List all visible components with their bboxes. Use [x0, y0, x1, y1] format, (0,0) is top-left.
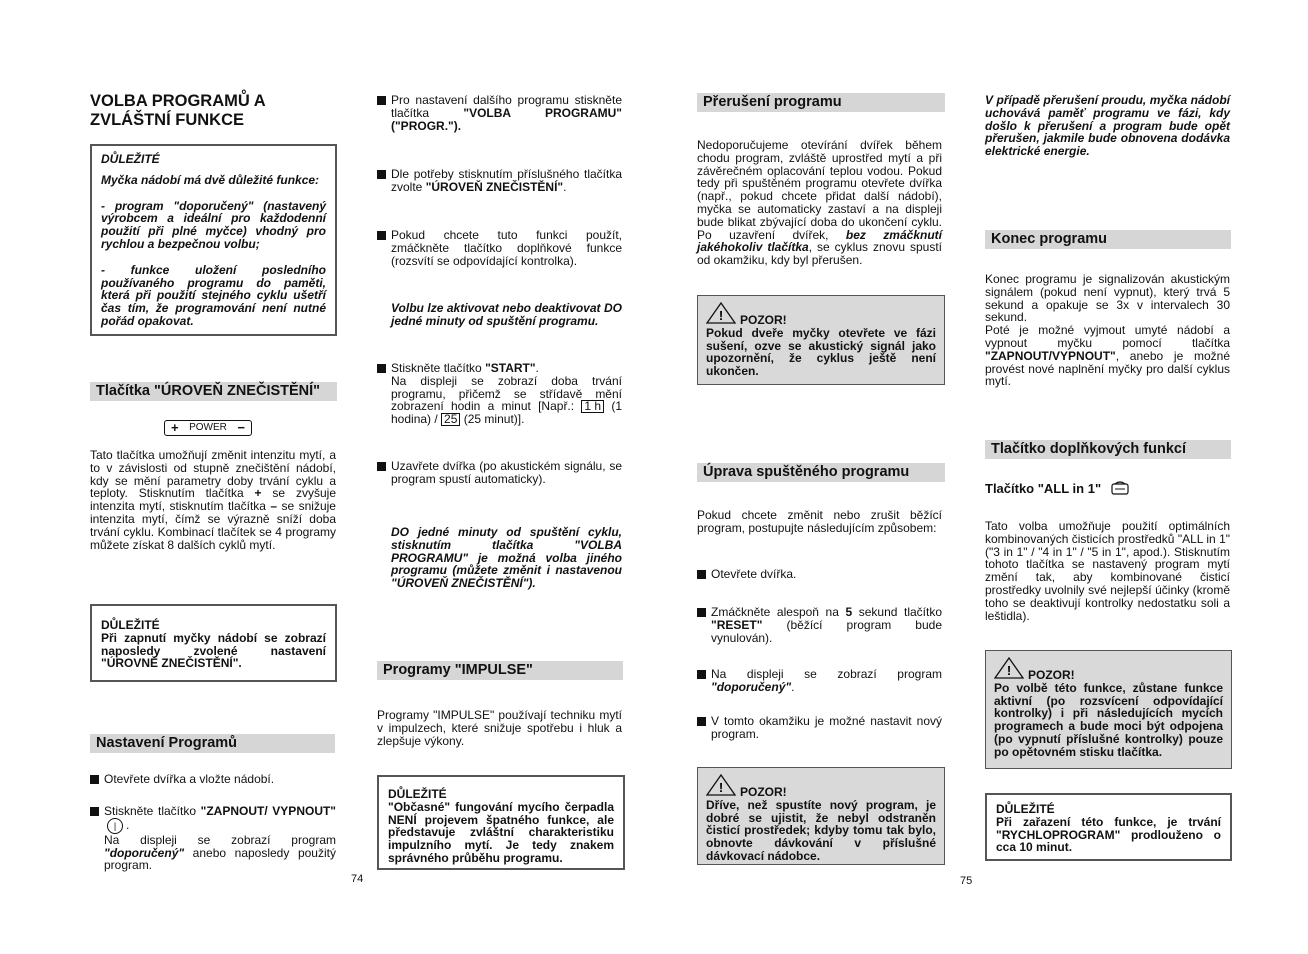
- important-text: "Občasné" fungování mycího čerpadla NENÍ projevem špatného funkce, ale představuje zvláštní charakteristiku impulzního mytí. Je tedy znakem správného průběhu programu.: [388, 799, 614, 865]
- important-text: Myčka nádobí má dvě důležité funkce:: [101, 172, 320, 187]
- important-heading: DŮLEŽITÉ: [101, 152, 160, 166]
- section-heading-program-setting: Nastavení Programů: [90, 734, 335, 753]
- important-text: Při zapnutí myčky nádobí se zobrazí naposledy zvolené nastavení "ÚROVNĚ ZNEČISTĚNÍ".: [101, 630, 326, 671]
- important-box-last-setting: [90, 604, 337, 682]
- section-heading-extra: Tlačítko doplňkových funkcí: [985, 440, 1231, 459]
- warning-heading: POZOR!: [740, 313, 787, 327]
- important-heading: DŮLEŽITÉ: [101, 618, 160, 632]
- body-text: Tato volba umožňuje použití optimálních kombinovaných čisticích prostředků "ALL in 1" ("3 in 1" / "4 in 1" / "5 in 1", apod.). Stisknutím tohoto tlačítka se nastavený program mytí změní tak, aby kombinované čisticí prostředky uvolnily své nejlepší účinky (kromě toho se deaktivují kontrolky nedostatku soli a leštidla).: [985, 519, 1230, 623]
- body-text: Nedoporučujeme otevírání dvířek během chodu program, zvláště uprostřed mytí a při závěrečném oplacování teplou vodou. Pokud tedy při spuštěném programu otevřete dvířka (např., pokud chcete přidat další nádobí), myčka se automaticky zastaví a na displeji bude blikat zbývající doba do ukončení cyklu. Po uzavření dvířek, bez zmáčknutí jakéhokoliv tlačítka, se cyklus znovu spustí od okamžiku, kdy byl přerušen.: [697, 138, 942, 268]
- section-heading-modify: Úprava spuštěného programu: [697, 463, 945, 482]
- list-item: Na displeji se zobrazí program "doporučený".: [697, 668, 942, 694]
- important-text: - program "doporučený" (nastavený výrobcem a ideální pro každodenní použití při plné myčce) vhodný pro rychlou a bezpečnou volbu;: [101, 198, 326, 251]
- list-item: Pro nastavení dalšího programu stiskněte tlačítka "VOLBA PROGRAMU" ("PROGR.").: [377, 94, 622, 132]
- section-heading-soil-level: Tlačítka "ÚROVEŇ ZNEČISTĚNÍ": [90, 382, 337, 401]
- section-heading-interrupt: Přerušení programu: [697, 93, 945, 112]
- list-item: Dle potřeby stisknutím příslušného tlačítka zvolte "ÚROVEŇ ZNEČISTĚNÍ".: [377, 168, 622, 194]
- all-in-1-icon: [1111, 481, 1129, 498]
- subheading-all-in-1: Tlačítko "ALL in 1": [985, 481, 1129, 498]
- warning-box-all-in-1: [985, 650, 1232, 769]
- important-text: - funkce uložení posledního používaného programu do paměti, která při použití stejného cyklu ušetří čas tím, že programování není nutné pořád opakovat.: [101, 262, 326, 328]
- note-text: DO jedné minuty od spuštění cyklu, stisknutím tlačítka "VOLBA PROGRAMU" je možná volba jiného programu (můžete změnit i nastavenou "ÚROVEŇ ZNEČISTĚNÍ").: [391, 525, 622, 591]
- important-box-functions: [90, 144, 337, 336]
- note-text: V případě přerušení proudu, myčka nádobí uchovává paměť programu ve fázi, kdy došlo k přerušení a program bude opět přerušen, jakmile bude obnovena dodávka elektrické energie.: [985, 93, 1230, 159]
- list-item: Stiskněte tlačítko "ZAPNOUT/ VYPNOUT" | . Na displeji se zobrazí program "doporučený" anebo naposledy použitý program.: [90, 805, 336, 872]
- section-heading-impulse: Programy "IMPULSE": [377, 661, 623, 680]
- warning-triangle-icon: [706, 302, 736, 327]
- list-item: Otevřete dvířka.: [697, 568, 942, 581]
- warning-text: Po volbě této funkce, zůstane funkce aktivní (po rozsvícení odpovídající kontrolky) i při následujících mycích programech a bude moci být odpojena (po vypnutí příslušné kontrolky) pouze po opětovném stisku tlačítka.: [994, 680, 1223, 759]
- display-minutes-box: 25: [441, 413, 460, 426]
- section-heading-end: Konec programu: [985, 230, 1231, 249]
- note-text: Volbu lze aktivovat nebo deaktivovat DO jedné minuty od spuštění programu.: [391, 301, 622, 328]
- warning-heading: POZOR!: [1028, 668, 1075, 682]
- page-number: 74: [351, 873, 364, 885]
- body-text: Tato tlačítka umožňují změnit intenzitu mytí, a to v závislosti od stupně znečištění nádobí, kdy se mění parametry doby trvání cyklu a teploty. Stisknutím tlačítka + se zvyšuje intenzita mytí, stisknutím tlačítka – se snižuje intenzita mytí, čímž se výrazně sníží doba trvání cyklu. Kombinací tlačítek se 4 programy můžete získat 8 dalších cyklů mytí.: [90, 448, 337, 552]
- list-item: V tomto okamžiku je možné nastavit nový program.: [697, 715, 942, 741]
- page-title: VOLBA PROGRAMŮ A ZVLÁŠTNÍ FUNKCE: [90, 92, 266, 129]
- body-text: Konec programu je signalizován akustickým signálem (pokud není vypnut), který trvá 5 sekund a opakuje se 3x v intervalech 30 sekund. Poté je možné vyjmout umyté nádobí a vypnout myčku pomocí tlačítka "ZAPNOUT/VYPNOUT", anebo je možné provést nové naplnění myčky pro další cyklus mytí.: [985, 272, 1230, 389]
- warning-triangle-icon: [706, 774, 736, 799]
- important-heading: DŮLEŽITÉ: [996, 802, 1055, 816]
- list-item: Uzavřete dvířka (po akustickém signálu, se program spustí automaticky).: [377, 460, 622, 486]
- svg-text:!: !: [718, 308, 724, 323]
- warning-triangle-icon: [994, 657, 1024, 682]
- important-box-rychloprogram: [985, 793, 1232, 861]
- svg-text:!: !: [718, 780, 724, 795]
- warning-text: Dříve, než spustíte nový program, je dobré se ujistit, že nebyl odstraněn čisticí prostředek; kdyby tomu tak bylo, obnovte dávkování v příslušné dávkovací nádobce.: [706, 797, 936, 863]
- list-item: Zmáčkněte alespoň na 5 sekund tlačítko "RESET" (běžící program bude vynulován).: [697, 606, 942, 644]
- list-item: Stiskněte tlačítko "START". Na displeji se zobrazí doba trvání programu, přičemž se střídavě mění zobrazení hodin a minut [Např.: 1 h (1 hodina) / 25 (25 minut)].: [377, 362, 622, 426]
- list-item: Pokud chcete tuto funkci použít, zmáčkněte tlačítko doplňkové funkce (rozsvítí se odpovídající kontrolka).: [377, 229, 622, 267]
- warning-box-detergent: [697, 767, 945, 865]
- page-number: 75: [960, 875, 973, 887]
- important-text: Při zařazení této funkce, je trvání "RYCHLOPROGRAM" prodlouženo o cca 10 minut.: [996, 814, 1221, 855]
- power-button-icon: + POWER −: [164, 420, 252, 436]
- svg-text:!: !: [1006, 663, 1012, 678]
- warning-box-drying: [697, 295, 945, 385]
- warning-heading: POZOR!: [740, 785, 787, 799]
- important-box-impulse: [377, 775, 625, 870]
- important-heading: DŮLEŽITÉ: [388, 787, 447, 801]
- warning-text: Pokud dveře myčky otevřete ve fázi sušení, ozve se akustický signál jako upozornění, že cyklus ještě není ukončen.: [706, 325, 936, 379]
- body-text: Pokud chcete změnit nebo zrušit běžící program, postupujte následujícím způsobem:: [697, 508, 942, 535]
- display-hours-box: 1 h: [581, 400, 604, 413]
- list-item: Otevřete dvířka a vložte nádobí.: [90, 773, 336, 786]
- power-symbol-icon: |: [107, 818, 123, 834]
- body-text: Programy "IMPULSE" používají techniku mytí v impulzech, které snižuje spotřebu i hluk a zlepšuje výkony.: [377, 708, 622, 748]
